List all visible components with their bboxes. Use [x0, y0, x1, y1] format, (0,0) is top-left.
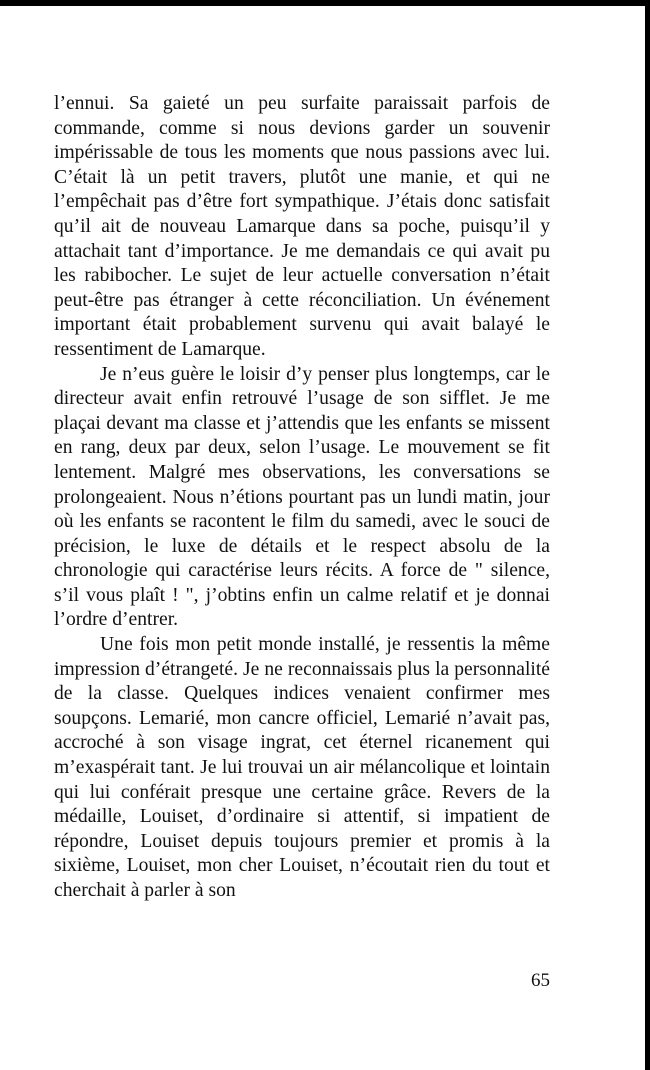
scan-edge-right [645, 0, 650, 1070]
scan-edge-top [0, 0, 650, 6]
page-number: 65 [531, 970, 550, 991]
body-text [54, 92, 550, 904]
paragraph-2: Je n’eus guère le loisir d’y penser plus longtemps, car le directeur avait enfin retrouvé l’usage de son sifflet. Je me plaçai devant ma classe et j’attendis que les enfants se missent en rang, deux par deux, selon l’usage. Le mouvement se fit lentement. Malgré mes observations, les conversations se prolongeaient. Nous n’étions pourtant pas un lundi matin, jour où les enfants se racontent le film du samedi, avec le souci de précision, le luxe de détails et le respect absolu de la chronologie qui caractérise leurs récits. A force de " silence, s’il vous plaît ! ", j’obtins enfin un calme relatif et je donnai l’ordre d’entrer. [54, 363, 550, 631]
paragraph-3: Une fois mon petit monde installé, je ressentis la même impression d’étrangeté. Je ne reconnaissais plus la personnalité de la classe. Quelques indices venaient confirmer mes soupçons. Lemarié, mon cancre officiel, Lemarié n’avait pas, accroché à son visage ingrat, cet éternel ricanement qui m’exaspérait tant. Je lui trouvai un air mélancolique et lointain qui lui conférait presque une certaine grâce. Revers de la médaille, Louiset, d’ordinaire si attentif, si impatient de répondre, Louiset depuis toujours premier et promis à la sixième, Louiset, mon cher Louiset, n’écoutait rien du tout et cherchait à parler à son [54, 634, 550, 901]
paragraph-1: l’ennui. Sa gaieté un peu surfaite paraissait parfois de commande, comme si nous devions garder un souvenir impérissable de tous les moments que nous passions avec lui. C’était là un petit travers, plutôt une manie, et qui ne l’empêchait pas d’être fort sympathique. J’étais donc satisfait qu’il ait de nouveau Lamarque dans sa poche, puisqu’il y attachait tant d’importance. Je me demandais ce qui avait pu les rabibocher. Le sujet de leur actuelle conversation n’était peut-être pas étranger à cette réconciliation. Un événement important était probablement survenu qui avait balayé le ressentiment de Lamarque. [54, 93, 550, 360]
